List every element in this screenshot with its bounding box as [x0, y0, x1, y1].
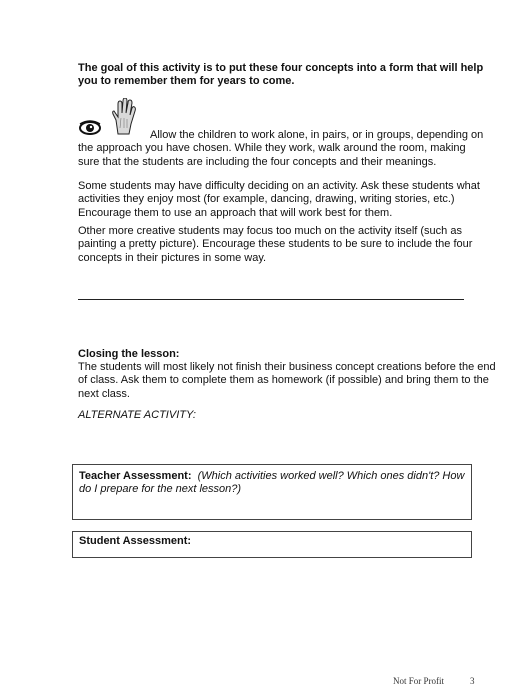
paragraph-difficulty: Some students may have difficulty deciding on an activity. Ask these students what activities they enjoy most (for example, dancing, drawing, writing stories, etc.) Encourage them to use an approach that will work best for them. — [78, 180, 480, 219]
student-assessment-box — [72, 531, 472, 558]
student-assessment-label: Student Assessment: — [79, 535, 192, 547]
activity-goal: The goal of this activity is to put these four concepts into a form that will help you to remember them for years to come. — [78, 62, 484, 88]
closing-body: The students will most likely not finish their business concept creations before the end of class. Ask them to complete them as homework (if possible) and bring them to the next class. — [78, 361, 496, 400]
alternate-activity-heading: ALTERNATE ACTIVITY: — [78, 409, 196, 421]
paragraph-text: Allow the children to work alone, in pairs, or in groups, depending on the approach you have chosen. While they work, walk around the room, making sure that the students are including the four concepts and their meanings. — [78, 129, 484, 168]
paragraph-work-instructions — [78, 129, 488, 169]
page-footer — [393, 676, 475, 686]
section-divider — [78, 299, 464, 300]
teacher-assessment-box — [72, 464, 472, 520]
closing-heading: Closing the lesson: — [78, 348, 180, 360]
teacher-assessment-prompt: (Which activities worked well? Which ones didn't? How do I prepare for the next lesson?) — [79, 470, 465, 496]
footer-text: Not For Profit — [393, 676, 445, 686]
page-number: 3 — [470, 676, 475, 686]
teacher-assessment-label: Teacher Assessment: — [79, 470, 192, 482]
paragraph-creative: Other more creative students may focus too much on the activity itself (such as painting a pretty picture). Encourage these students to be sure to include the four concepts in their pictures in some way. — [78, 225, 473, 264]
